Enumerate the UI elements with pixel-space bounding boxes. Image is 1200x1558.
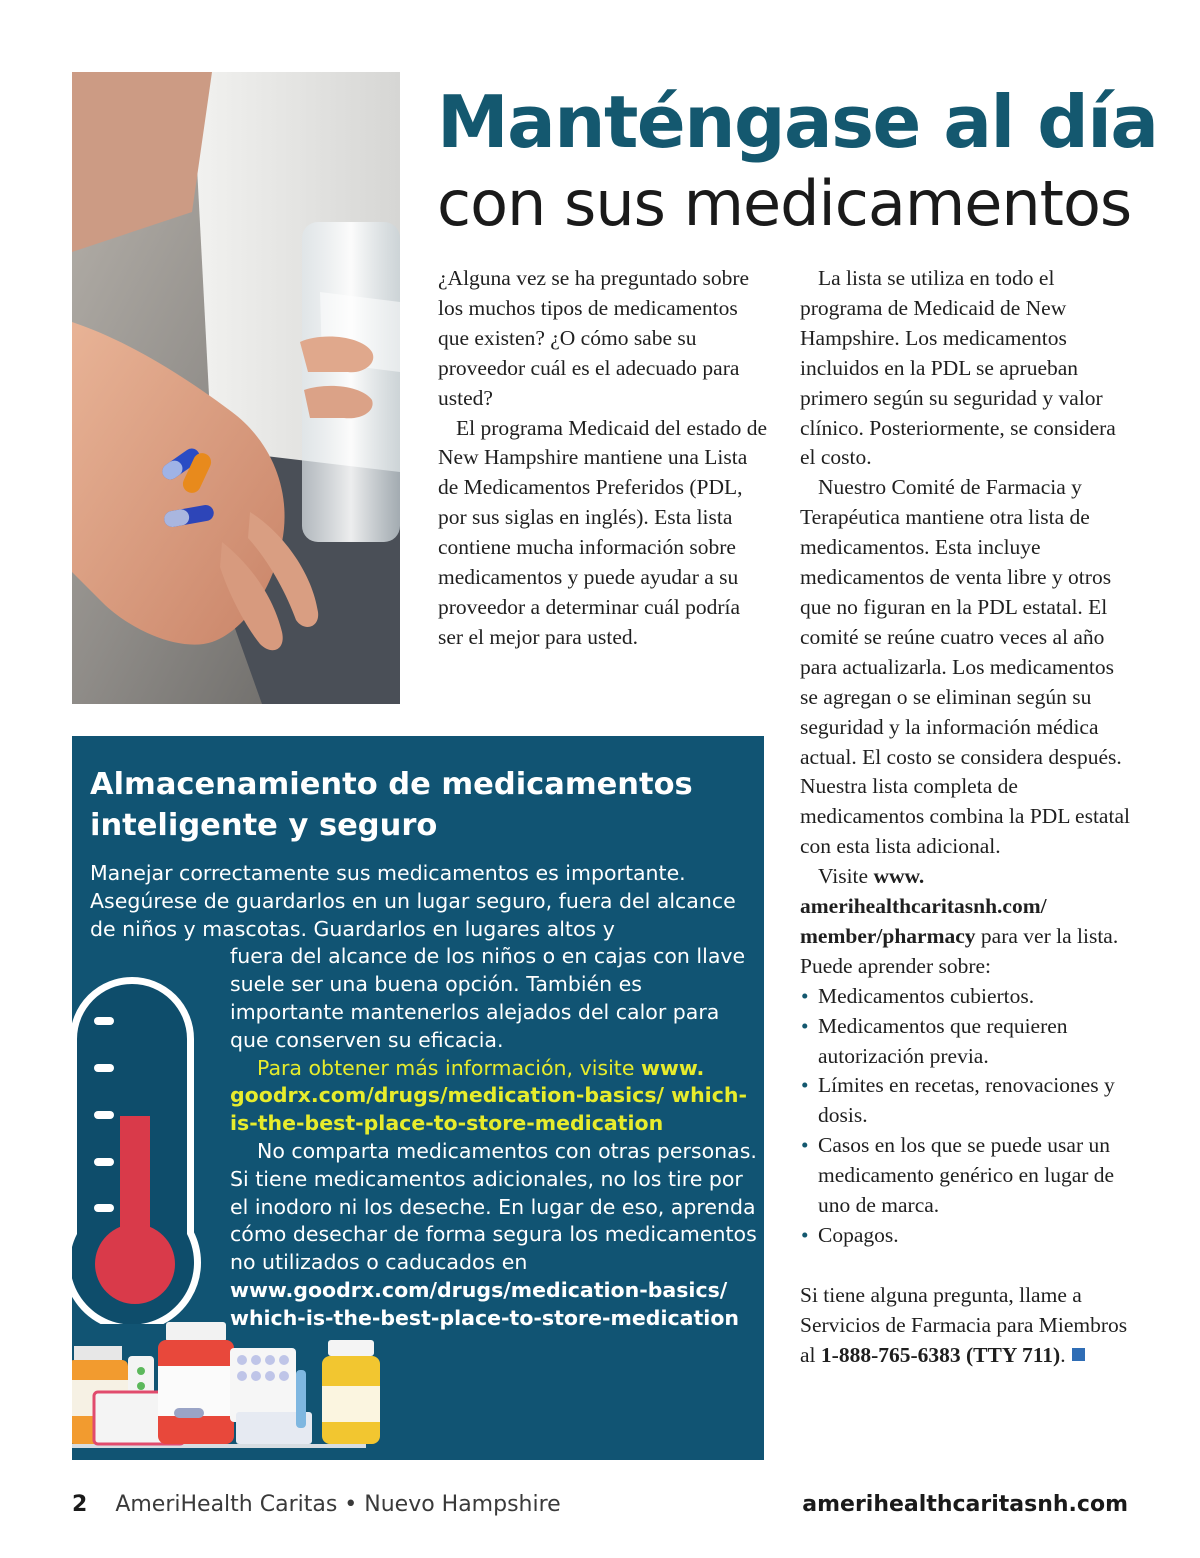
goodrx-disposal-link[interactable]: www.goodrx.com/drugs/medication-basics/ which-is-the-best-place-to-store-medication <box>230 1277 739 1330</box>
medicine-bottles-icon <box>72 1316 386 1456</box>
visit-paragraph: Visite www. amerihealthcaritasnh.com/ member/pharmacy para ver la lista. Puede aprender sobre: <box>800 864 1119 978</box>
hand-with-pills-and-glass-photo <box>72 72 400 704</box>
pills-hand-photo <box>72 72 400 704</box>
disposal-paragraph: No comparta medicamentos con otras personas. Si tiene medicamentos adicionales, no los tire por el inodoro ni los deseche. En lugar de eso, aprenda cómo desechar de forma segura los medicamentos no utilizados o caducados en www.goodrx.com/drugs/medication-basics/ which-is-the-best-place-to-store-medication <box>230 1138 757 1330</box>
list-item: • Casos en los que se puede usar un medicamento genérico en lugar de uno de marca. <box>800 1131 1135 1221</box>
topics-list <box>800 982 1135 1251</box>
more-info-paragraph: Para obtener más información, visite www. goodrx.com/drugs/medication-basics/ which-is-the-best-place-to-store-medication <box>230 1055 747 1136</box>
page-title: Manténgase al día <box>437 80 1158 164</box>
page-number: 2 <box>72 1492 88 1517</box>
storage-sidebar-box <box>72 736 764 1460</box>
article-column-left <box>438 264 768 653</box>
end-square-icon <box>1072 1348 1085 1361</box>
paragraph: Manejar correctamente sus medicamentos es importante. Asegúrese de guardarlos en un lugar seguro, fuera del alcance de niños y mascotas. Guardarlos en lugares altos y <box>90 861 736 941</box>
paragraph: ¿Alguna vez se ha preguntado sobre los muchos tipos de medicamentos que existen? ¿O cómo sabe su proveedor cuál es el adecuado para usted? <box>438 266 750 410</box>
page-subtitle: con sus medicamentos <box>437 167 1132 240</box>
paragraph: La lista se utiliza en todo el programa de Medicaid de New Hampshire. Los medicamentos incluidos en la PDL se aprueban primero según su seguridad y valor clínico. Posteriormente, se considera el costo. <box>800 266 1116 470</box>
box-title: Almacenamiento de medicamentos inteligente y seguro <box>90 767 693 843</box>
contact-paragraph: Si tiene alguna pregunta, llame a Servicios de Farmacia para Miembros al 1-888-765-6383 (TTY 711). <box>800 1282 1128 1367</box>
paragraph: fuera del alcance de los niños o en cajas con llave suele ser una buena opción. También es importante mantenerlos alejados del calor para que conserven su eficacia. <box>230 944 746 1052</box>
goodrx-link[interactable]: www. goodrx.com/drugs/medication-basics/ which-is-the-best-place-to-store-medication <box>230 1055 747 1136</box>
article-column-right <box>800 264 1135 1371</box>
list-item: • Límites en recetas, renovaciones y dosis. <box>800 1071 1135 1131</box>
list-item: • Medicamentos que requieren autorización previa. <box>800 1012 1135 1072</box>
list-item: • Copagos. <box>800 1221 1135 1251</box>
website-link[interactable]: amerihealthcaritasnh.com <box>802 1492 1128 1517</box>
publication-name: AmeriHealth Caritas • Nuevo Hampshire <box>115 1492 561 1517</box>
phone-number[interactable]: 1-888-765-6383 (TTY 711) <box>820 1342 1061 1367</box>
page-footer <box>72 1488 1128 1522</box>
paragraph: El programa Medicaid del estado de New Hampshire mantiene una Lista de Medicamentos Preferidos (PDL, por sus siglas en inglés). Esta lista contiene mucha información sobre medicamentos y puede ayudar a su proveedor a determinar cuál podría ser el mejor para usted. <box>438 415 768 649</box>
list-item: • Medicamentos cubiertos. <box>800 982 1135 1012</box>
pharmacy-link[interactable]: www. amerihealthcaritasnh.com/ member/pharmacy <box>800 864 1047 948</box>
paragraph: Nuestro Comité de Farmacia y Terapéutica mantiene otra lista de medicamentos. Esta incluye medicamentos de venta libre y otros que no figuran en la PDL estatal. El comité se reúne cuatro veces al año para actualizarla. Los medicamentos se agregan o se eliminan según su seguridad y la información médica actual. El costo se considera después. Nuestra lista completa de medicamentos combina la PDL estatal con esta lista adicional. <box>800 475 1130 859</box>
box-body-text <box>90 860 758 1333</box>
